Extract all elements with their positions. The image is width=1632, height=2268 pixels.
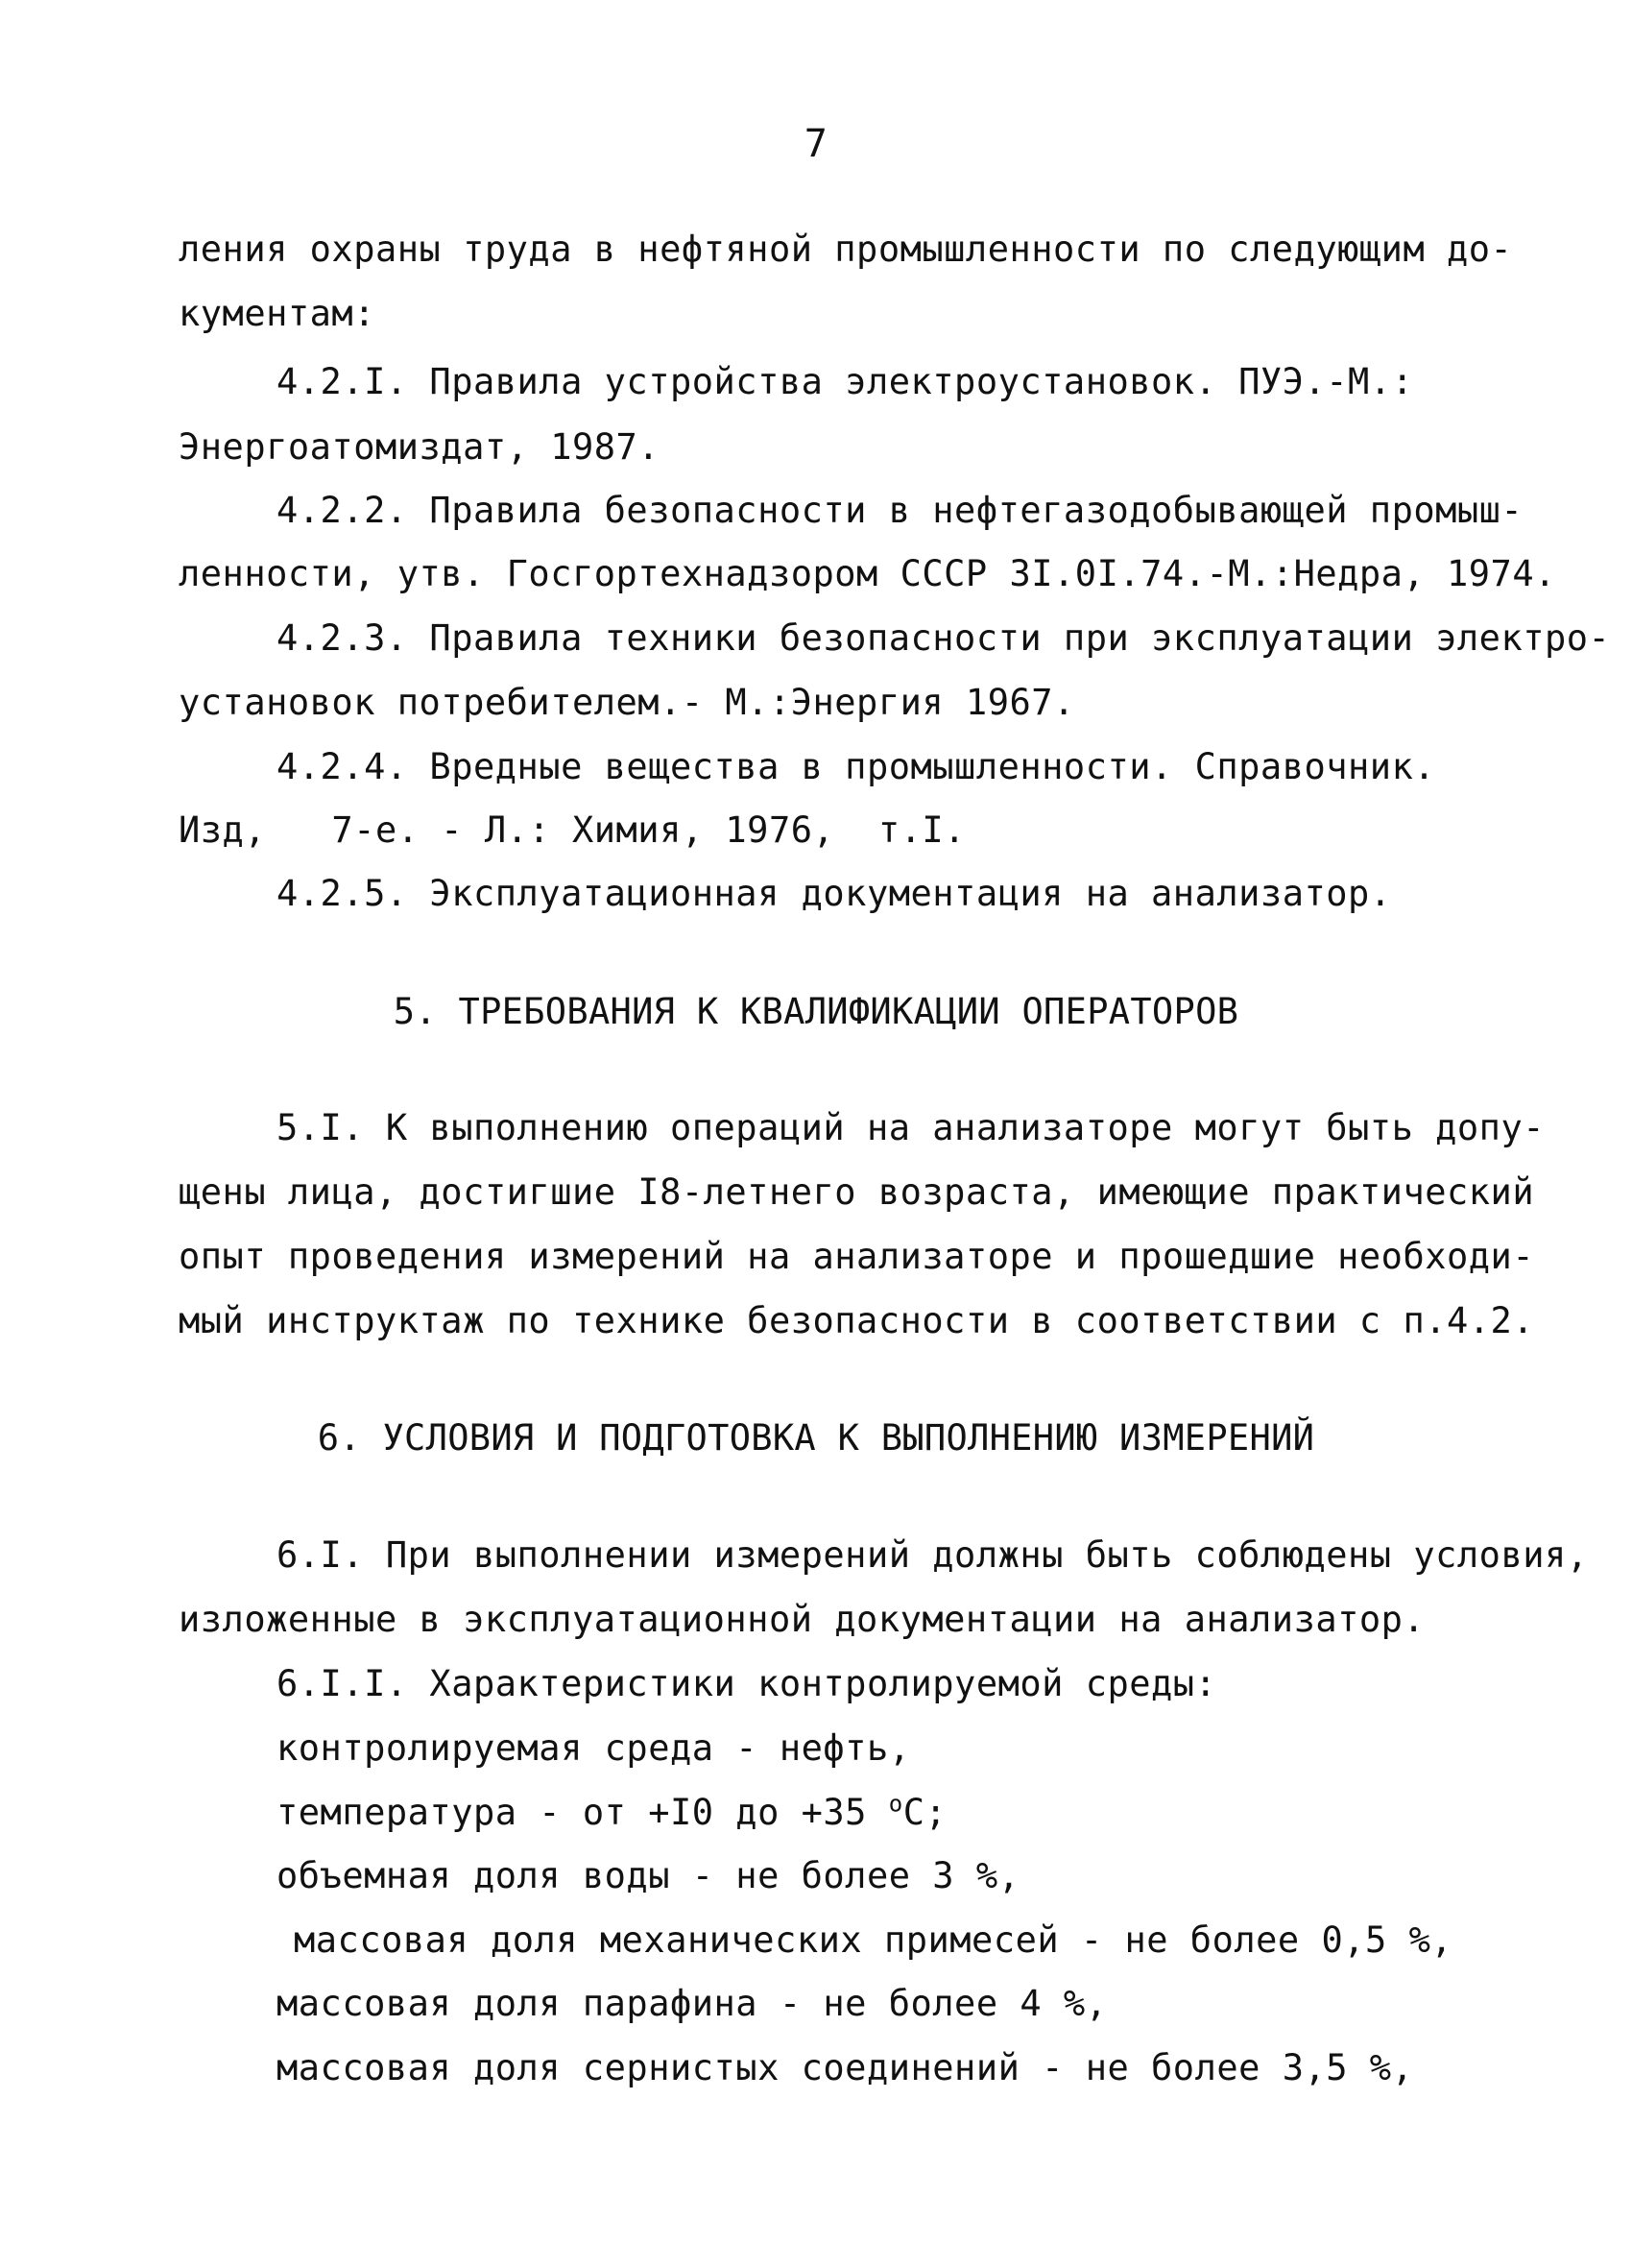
text-line: Энергоатомиздат, 1987. (179, 426, 660, 468)
temperature-text: температура - от +I0 до +35 (276, 1792, 889, 1833)
text-line: 4.2.I. Правила устройства электроустановок. ПУЭ.-М.: (276, 361, 1414, 402)
text-line: массовая доля парафина - не более 4 %, (276, 1983, 1108, 2024)
temperature-unit: С; (902, 1792, 948, 1833)
text-line: 4.2.5. Эксплуатационная документация на анализатор. (276, 873, 1392, 914)
temperature-line (276, 1792, 947, 1834)
text-line: 4.2.3. Правила техники безопасности при эксплуатации электро- (276, 617, 1611, 659)
degree-superscript: о (888, 1790, 903, 1818)
text-line: массовая доля сернистых соединений - не более 3,5 %, (276, 2047, 1414, 2088)
text-line: щены лица, достигшие I8-летнего возраста, имеющие практический (179, 1171, 1535, 1213)
text-line: 6.I. При выполнении измерений должны быть соблюдены условия, (276, 1534, 1589, 1576)
text-line: 4.2.4. Вредные вещества в промышленности. Справочник. (276, 746, 1436, 787)
text-line: 6.I.I. Характеристики контролируемой среды: (276, 1663, 1217, 1704)
text-line: контролируемая среда - нефть, (276, 1727, 911, 1769)
text-line: ленности, утв. Госгортехнадзором СССР 3I.0I.74.-М.:Недра, 1974. (179, 553, 1556, 594)
text-line: 4.2.2. Правила безопасности в нефтегазодобывающей промыш- (276, 490, 1524, 531)
text-line: установок потребителем.- М.:Энергия 1967. (179, 682, 1075, 723)
section-heading-6: 6. УСЛОВИЯ И ПОДГОТОВКА К ВЫПОЛНЕНИЮ ИЗМЕРЕНИЙ (317, 1417, 1315, 1459)
text-line: кументам: (179, 293, 375, 334)
text-line: Изд, 7-е. - Л.: Химия, 1976, т.I. (179, 809, 966, 851)
text-line: объемная доля воды - не более 3 %, (276, 1855, 1020, 1896)
text-line: 5.I. К выполнению операций на анализаторе могут быть допу- (276, 1107, 1546, 1148)
section-heading-5: 5. ТРЕБОВАНИЯ К КВАЛИФИКАЦИИ ОПЕРАТОРОВ (393, 991, 1239, 1032)
text-line: массовая доля механических примесей - не более 0,5 %, (294, 1919, 1453, 1961)
text-line: изложенные в эксплуатационной документации на анализатор. (179, 1599, 1426, 1640)
text-line: мый инструктаж по технике безопасности в соответствии с п.4.2. (179, 1300, 1535, 1341)
text-line: ления охраны труда в нефтяной промышленности по следующим до- (179, 229, 1513, 270)
text-line: опыт проведения измерений на анализаторе и прошедшие необходи- (179, 1236, 1535, 1277)
page-number: 7 (804, 122, 828, 166)
